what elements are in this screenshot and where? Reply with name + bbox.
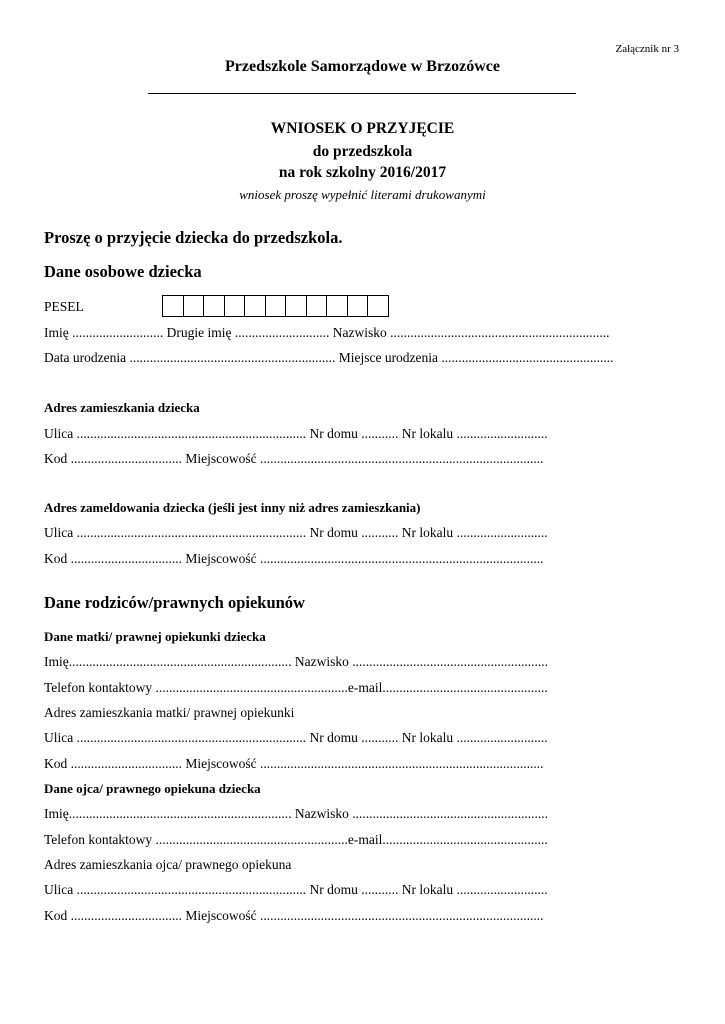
child-residence-street-line[interactable]: Ulica .................................................................... Nr domu ........... Nr lokalu ........................... [44,426,548,441]
mother-contact-line[interactable]: Telefon kontaktowy .........................................................e-mail................................................. [44,680,548,695]
pesel-digit-box[interactable] [163,296,184,316]
pesel-digit-box[interactable] [184,296,205,316]
mother-street-line[interactable]: Ulica .................................................................... Nr domu ........... Nr lokalu ........................... [44,730,548,745]
form-title: WNIOSEK O PRZYJĘCIE [270,120,455,137]
pesel-digit-box[interactable] [368,296,388,316]
school-year: na rok szkolny 2016/2017 [278,164,447,181]
parents-heading: Dane rodziców/prawnych opiekunów [44,593,305,612]
child-registration-heading: Adres zameldowania dziecka (jeśli jest inny niż adres zamieszkania) [44,500,421,515]
pesel-digit-box[interactable] [327,296,348,316]
form-subtitle: do przedszkola [312,143,413,160]
pesel-label: PESEL [44,299,84,314]
pesel-digit-box[interactable] [204,296,225,316]
child-residence-heading: Adres zamieszkania dziecka [44,400,200,415]
admission-request: Proszę o przyjęcie dziecka do przedszkola. [44,228,343,247]
pesel-digit-box[interactable] [266,296,287,316]
child-residence-city-line[interactable]: Kod ................................. Miejscowość .................................................................................... [44,451,544,466]
fill-instruction: wniosek proszę wypełnić literami drukowanymi [239,187,486,202]
child-name-line[interactable]: Imię ........................... Drugie imię ............................ Nazwisko ................................................................. [44,325,610,340]
mother-name-line[interactable]: Imię.................................................................. Nazwisko .......................................................... [44,654,548,669]
annex-number: Załącznik nr 3 [615,43,679,55]
mother-address-label: Adres zamieszkania matki/ prawnej opiekunki [44,705,295,720]
father-contact-line[interactable]: Telefon kontaktowy .........................................................e-mail................................................. [44,832,548,847]
child-data-heading: Dane osobowe dziecka [44,262,202,281]
pesel-digit-box[interactable] [348,296,369,316]
father-heading: Dane ojca/ prawnego opiekuna dziecka [44,781,261,796]
pesel-digit-box[interactable] [286,296,307,316]
mother-heading: Dane matki/ prawnej opiekunki dziecka [44,629,266,644]
header-divider [148,93,576,94]
father-name-line[interactable]: Imię.................................................................. Nazwisko .......................................................... [44,806,548,821]
child-registration-street-line[interactable]: Ulica .................................................................... Nr domu ........... Nr lokalu ........................... [44,525,548,540]
mother-city-line[interactable]: Kod ................................. Miejscowość .................................................................................... [44,756,544,771]
father-address-label: Adres zamieszkania ojca/ prawnego opiekuna [44,857,292,872]
pesel-digit-box[interactable] [225,296,246,316]
father-city-line[interactable]: Kod ................................. Miejscowość .................................................................................... [44,908,544,923]
pesel-digit-box[interactable] [307,296,328,316]
pesel-digit-box[interactable] [245,296,266,316]
child-registration-city-line[interactable]: Kod ................................. Miejscowość .................................................................................... [44,551,544,566]
father-street-line[interactable]: Ulica .................................................................... Nr domu ........... Nr lokalu ........................... [44,882,548,897]
child-birth-line[interactable]: Data urodzenia ............................................................. Miejsce urodzenia ................................................... [44,350,614,365]
pesel-field[interactable] [162,295,389,317]
school-name: Przedszkole Samorządowe w Brzozówce [224,58,501,75]
